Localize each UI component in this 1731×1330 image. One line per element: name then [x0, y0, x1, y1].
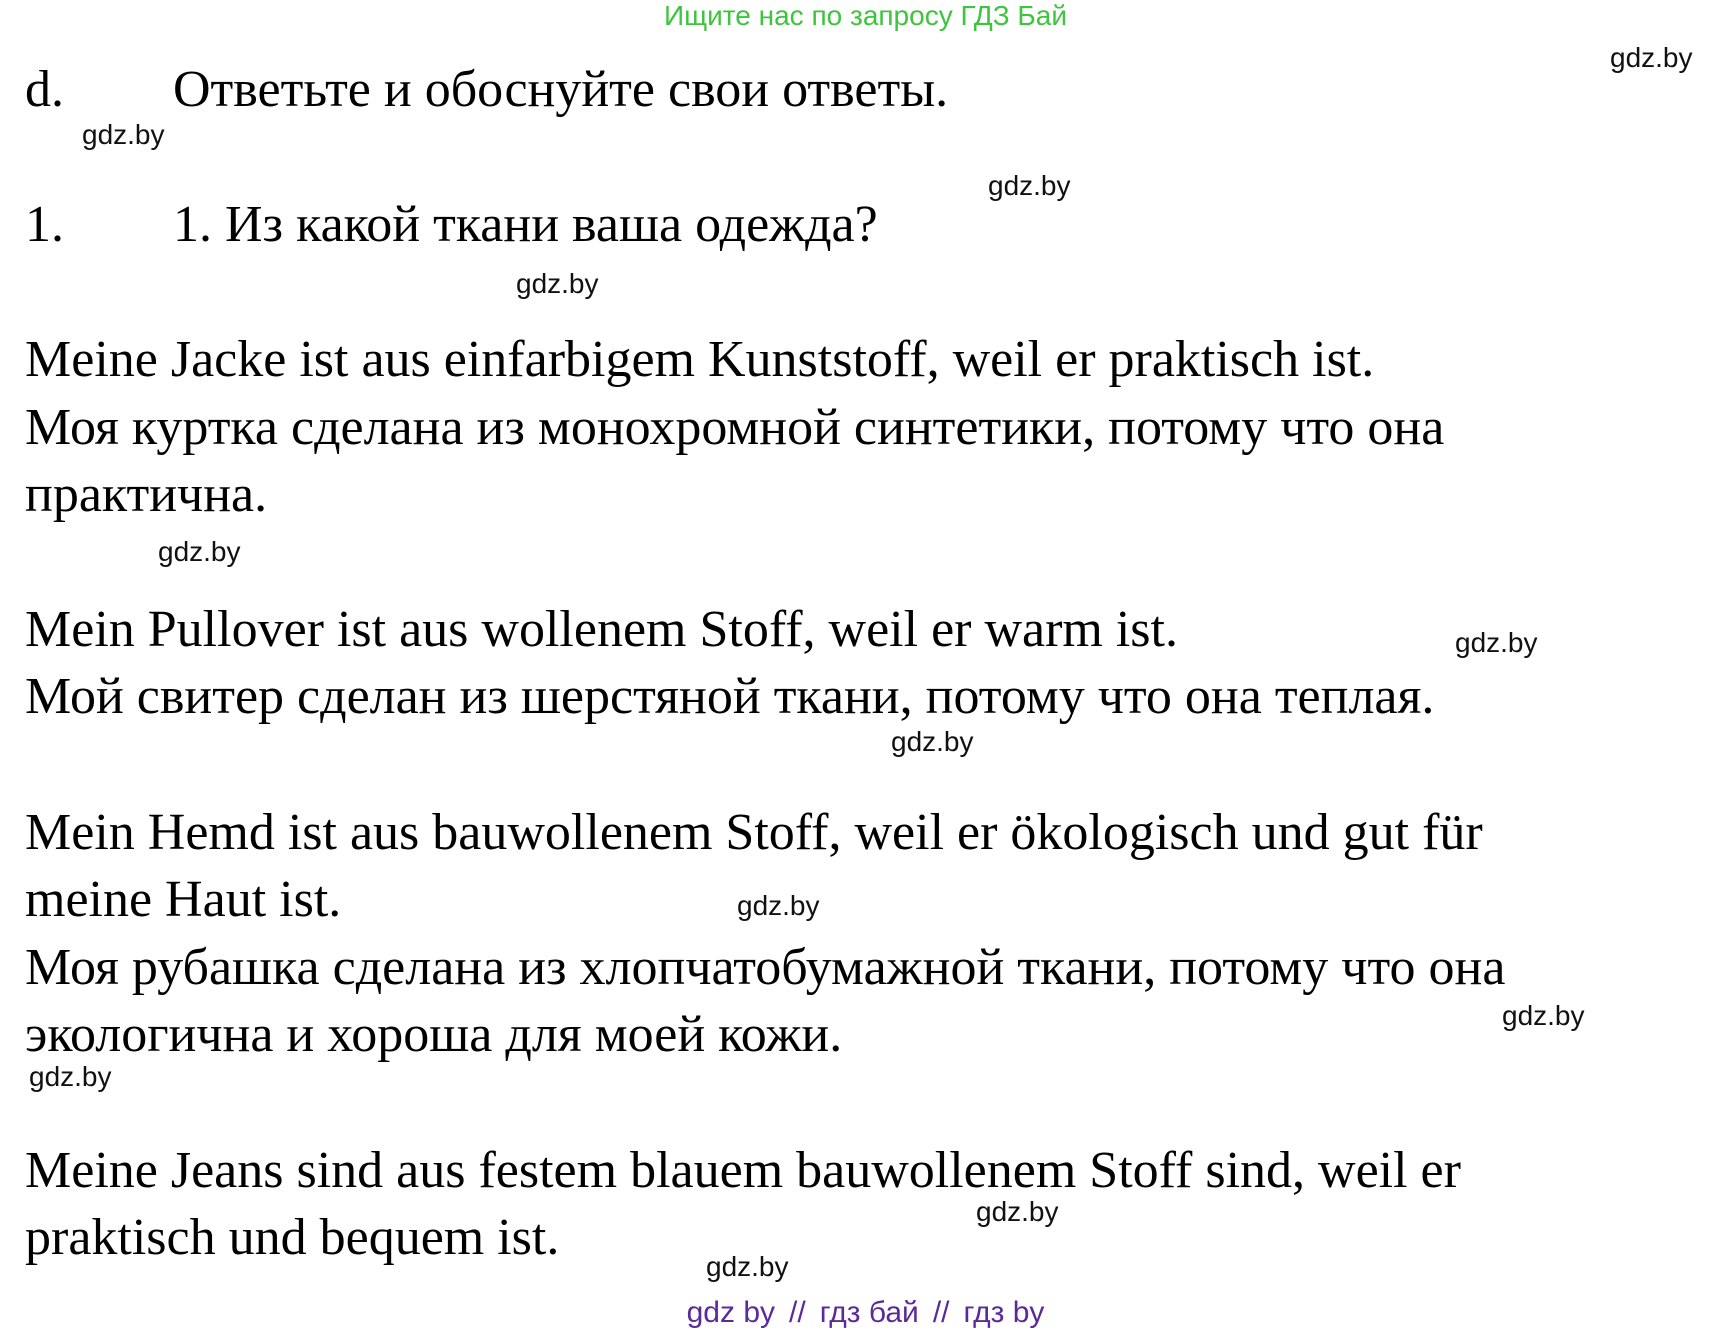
footer-separator: // [932, 1296, 950, 1329]
watermark: gdz.by [1610, 42, 1693, 73]
watermark: gdz.by [706, 1251, 789, 1282]
watermark: gdz.by [891, 726, 974, 757]
section-marker: d. [25, 61, 64, 118]
watermark: gdz.by [737, 890, 820, 921]
question-marker: 1. [25, 196, 64, 253]
footer-links [0, 1296, 1731, 1330]
footer-separator: // [789, 1296, 806, 1329]
watermark: gdz.by [1455, 627, 1538, 658]
section-heading [25, 56, 948, 124]
watermark: gdz.by [1502, 1000, 1585, 1031]
question-text: 1. Из какой ткани ваша одежда? [173, 196, 878, 253]
watermark: gdz.by [988, 170, 1071, 201]
answer-shirt-de: meine Haut ist. [25, 871, 342, 928]
question-line [25, 191, 878, 259]
answer-pullover-de: Mein Pullover ist aus wollenem Stoff, weil er warm ist. [25, 601, 1178, 658]
watermark: gdz.by [516, 268, 599, 299]
answer-shirt-ru: Моя рубашка сделана из хлопчатобумажной ткани, потому что она [25, 939, 1506, 996]
answer-jacket-ru: Моя куртка сделана из монохромной синтетики, потому что она [25, 399, 1445, 456]
watermark: gdz.by [82, 119, 165, 150]
watermark: gdz.by [29, 1061, 112, 1092]
footer-link[interactable]: гдз бай [819, 1296, 919, 1329]
answer-jeans-de: praktisch und bequem ist. [25, 1209, 560, 1266]
section-heading-text: Ответьте и обоснуйте свои ответы. [173, 61, 949, 118]
footer-link[interactable]: гдз by [963, 1296, 1045, 1329]
answer-shirt-ru: экологична и хороша для моей кожи. [25, 1006, 843, 1063]
search-banner: Ищите нас по запросу ГДЗ Бай [663, 0, 1068, 31]
answer-jacket-de: Meine Jacke ist aus einfarbigem Kunststoff, weil er praktisch ist. [25, 331, 1375, 388]
watermark: gdz.by [158, 536, 241, 567]
answer-jacket-ru: практична. [25, 466, 268, 523]
answer-shirt-de: Mein Hemd ist aus bauwollenem Stoff, weil er ökologisch und gut für [25, 804, 1483, 861]
answer-pullover-ru: Мой свитер сделан из шерстяной ткани, потому что она теплая. [25, 668, 1435, 725]
answer-jeans-de: Meine Jeans sind aus festem blauem bauwollenem Stoff sind, weil er [25, 1142, 1461, 1199]
watermark: gdz.by [976, 1196, 1059, 1227]
footer-link[interactable]: gdz by [686, 1296, 776, 1329]
